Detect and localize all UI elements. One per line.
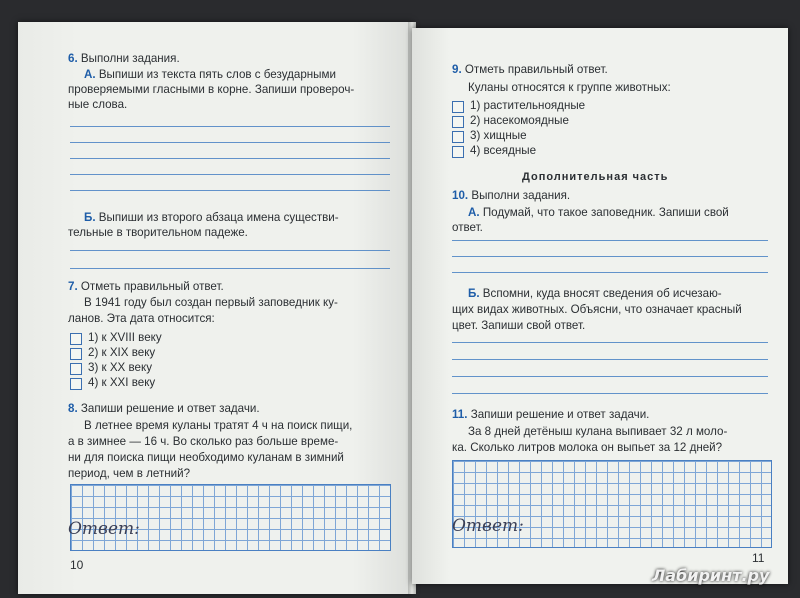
q7-title: Отметь правильный ответ. xyxy=(80,280,224,293)
q7-line2: ланов. Эта дата относится: xyxy=(68,312,215,325)
answer-line[interactable] xyxy=(452,240,768,241)
answer-line[interactable] xyxy=(452,342,768,343)
q7-line1: В 1941 году был создан первый заповедник ку- xyxy=(84,296,338,309)
q8-answer-label: Ответ: xyxy=(68,519,140,539)
q6b-text1: Выпиши из второго абзаца имена существи- xyxy=(98,211,339,224)
page-number-right: 11 xyxy=(752,551,765,565)
q6-header xyxy=(68,51,180,66)
q7-option-3: 3) к XX веку xyxy=(88,361,152,374)
q11-title: Запиши решение и ответ задачи. xyxy=(470,408,650,421)
q6-number: 6. xyxy=(68,52,78,65)
q7-option-1-checkbox[interactable] xyxy=(70,333,82,345)
q10-title: Выполни задания. xyxy=(471,189,571,202)
q7-option-4-checkbox[interactable] xyxy=(70,378,82,390)
right-page xyxy=(412,28,788,584)
q7-header xyxy=(68,279,224,294)
q9-header xyxy=(452,62,608,77)
q6b-line1 xyxy=(84,210,339,225)
q7-number: 7. xyxy=(68,280,78,293)
answer-line[interactable] xyxy=(70,190,390,191)
q11-line1: За 8 дней детёныш кулана выпивает 32 л моло- xyxy=(468,425,728,438)
q10a-label: А. xyxy=(468,206,480,219)
q10a-line2: ответ. xyxy=(452,221,483,234)
q6a-line3: ные слова. xyxy=(68,98,128,111)
watermark-logo: Лабиринт.ру xyxy=(652,566,770,585)
q11-number: 11. xyxy=(452,408,468,421)
answer-line[interactable] xyxy=(70,142,390,143)
answer-line[interactable] xyxy=(452,376,768,377)
q9-option-3: 3) хищные xyxy=(470,129,527,142)
left-page xyxy=(18,22,412,594)
answer-line[interactable] xyxy=(452,393,768,394)
q9-option-4-checkbox[interactable] xyxy=(452,146,464,158)
q6a-text1: Выпиши из текста пять слов с безударными xyxy=(98,68,336,81)
q7-option-4: 4) к XXI веку xyxy=(88,376,156,389)
q8-line2: а в зимнее — 16 ч. Во сколько раз больше време- xyxy=(68,435,339,448)
q6b-label: Б. xyxy=(84,211,96,224)
answer-line[interactable] xyxy=(70,174,390,175)
q8-number: 8. xyxy=(68,402,78,415)
q6b-line2: тельные в творительном падеже. xyxy=(68,226,248,239)
q10-header xyxy=(452,188,570,203)
q8-line4: период, чем в летний? xyxy=(68,467,191,480)
q10b-line1 xyxy=(468,286,722,301)
page-number-left: 10 xyxy=(70,558,84,572)
answer-line[interactable] xyxy=(70,250,390,251)
answer-line[interactable] xyxy=(70,126,390,127)
q9-option-2: 2) насекомоядные xyxy=(470,114,569,127)
q9-title: Отметь правильный ответ. xyxy=(464,63,608,76)
q10a-line1 xyxy=(468,205,729,220)
q8-title: Запиши решение и ответ задачи. xyxy=(80,402,260,415)
q9-line1: Куланы относятся к группе животных: xyxy=(468,81,671,94)
q9-option-1-checkbox[interactable] xyxy=(452,101,464,113)
q6a-line1 xyxy=(84,67,336,82)
answer-line[interactable] xyxy=(452,272,768,273)
q9-option-2-checkbox[interactable] xyxy=(452,116,464,128)
q10a-text1: Подумай, что такое заповедник. Запиши свой xyxy=(482,206,729,219)
q9-option-3-checkbox[interactable] xyxy=(452,131,464,143)
q8-line1: В летнее время куланы тратят 4 ч на поиск пищи, xyxy=(84,419,353,432)
q8-line3: ни для поиска пищи необходимо куланам в зимний xyxy=(68,451,344,464)
answer-line[interactable] xyxy=(70,158,390,159)
extra-section-title: Дополнительная часть xyxy=(522,171,669,183)
q11-line2: ка. Сколько литров молока он выпьет за 12 дней? xyxy=(452,441,723,454)
q7-option-2: 2) к XIX веку xyxy=(88,346,156,359)
q6-title: Выполни задания. xyxy=(80,52,180,65)
q11-answer-label: Ответ: xyxy=(452,516,524,536)
q10-number: 10. xyxy=(452,189,469,202)
q11-header xyxy=(452,407,649,422)
q9-option-1: 1) растительноядные xyxy=(470,99,586,112)
q8-answer-grid[interactable] xyxy=(70,484,391,551)
q7-option-1: 1) к XVIII веку xyxy=(88,331,162,344)
answer-line[interactable] xyxy=(452,359,768,360)
q9-option-4: 4) всеядные xyxy=(470,144,537,157)
answer-line[interactable] xyxy=(452,256,768,257)
answer-line[interactable] xyxy=(70,268,390,269)
q10b-label: Б. xyxy=(468,287,480,300)
q6a-label: А. xyxy=(84,68,96,81)
q9-number: 9. xyxy=(452,63,462,76)
q10b-line2: щих видах животных. Объясни, что означает красный xyxy=(452,303,742,316)
q6a-line2: проверяемыми гласными в корне. Запиши провероч- xyxy=(68,83,355,96)
q7-option-2-checkbox[interactable] xyxy=(70,348,82,360)
q10b-text1: Вспомни, куда вносят сведения об исчезаю- xyxy=(482,287,722,300)
q7-option-3-checkbox[interactable] xyxy=(70,363,82,375)
q8-header xyxy=(68,401,260,416)
q10b-line3: цвет. Запиши свой ответ. xyxy=(452,319,586,332)
